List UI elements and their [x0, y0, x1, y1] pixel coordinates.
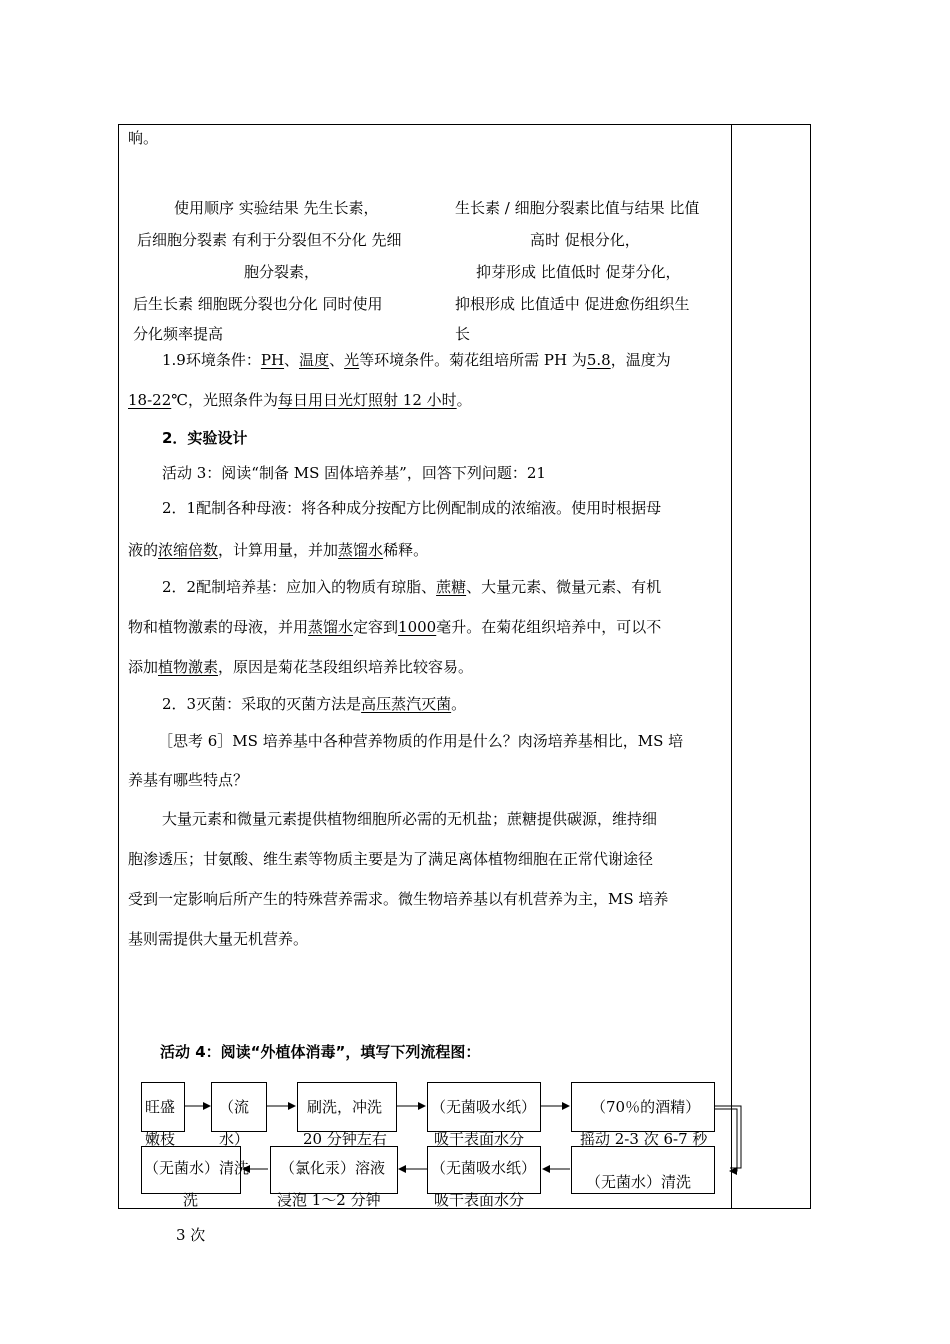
hormone-left-4: 后生长素 细胞既分裂也分化 同时使用	[133, 295, 383, 313]
think6-line-2: 养基有哪些特点？	[128, 771, 249, 789]
s23-line: 2．3灭菌：采取的灭菌方法是高压蒸汽灭菌。	[162, 695, 467, 713]
hormone-left-5: 分化频率提高	[133, 325, 224, 343]
flow-box-8-sub: 浸泡 1～2 分钟	[277, 1191, 381, 1209]
flow-box-5-label: （70％的酒精）	[591, 1098, 701, 1116]
flow-box-2-sub: 水）	[219, 1130, 250, 1148]
hormone-left-2: 后细胞分裂素 有利于分裂但不分化 先细	[137, 231, 402, 249]
flow-box-5-sub: 摇动 2-3 次 6-7 秒	[580, 1130, 708, 1148]
hormone-right-3: 抑芽形成 比值低时 促芽分化，	[476, 263, 681, 281]
hormone-right-5: 长	[455, 325, 471, 343]
activity3-heading: 活动 3：阅读“制备 MS 固体培养基”，回答下列问题：21	[162, 464, 546, 482]
section2-title: 2．实验设计	[162, 429, 248, 447]
hormone-right-1: 生长素 / 细胞分裂素比值与结果 比值	[455, 199, 700, 217]
flow-box-2-label: （流	[219, 1098, 250, 1116]
s21-line-1: 2．1配制各种母液：将各种成分按配方比例配制成的浓缩液。使用时根据母	[162, 499, 662, 517]
flow-box-9-sub: 洗	[183, 1191, 199, 1209]
flow-box-3-sub: 20 分钟左右	[303, 1130, 387, 1148]
answer6-line-3: 受到一定影响后所产生的特殊营养需求。微生物培养基以有机营养为主，MS 培养	[128, 890, 669, 908]
flow-box-3-label: 刷洗，冲洗	[307, 1098, 383, 1116]
flow-box-7-label: （无菌吸水纸）	[431, 1159, 537, 1177]
intro-tail: 响。	[128, 129, 159, 147]
flow-box-9-label: （无菌水）清洗	[144, 1159, 250, 1177]
answer6-line-4: 基则需提供大量无机营养。	[128, 930, 309, 948]
tail-note: 3 次	[176, 1226, 206, 1244]
hormone-left-3: 胞分裂素，	[244, 263, 320, 281]
hormone-left-1: 使用顺序 实验结果 先生长素，	[174, 199, 379, 217]
flow-box-8-label: （氯化汞）溶液	[280, 1159, 386, 1177]
flow-box-1-sub: 嫩枝	[145, 1130, 176, 1148]
answer6-line-1: 大量元素和微量元素提供植物细胞所必需的无机盐；蔗糖提供碳源，维持细	[162, 810, 658, 828]
s22-line-3: 添加植物激素，原因是菊花茎段组织培养比较容易。	[128, 658, 474, 676]
hormone-right-4: 抑根形成 比值适中 促进愈伤组织生	[455, 295, 690, 313]
env-line-1: 1.9环境条件：PH、温度、光等环境条件。菊花组培所需 PH 为5.8，温度为	[162, 351, 671, 369]
flow-box-7-sub: 吸干表面水分	[434, 1191, 525, 1209]
env-line-2: 18-22℃，光照条件为每日用日光灯照射 12 小时。	[128, 391, 472, 409]
answer6-line-2: 胞渗透压；甘氨酸、维生素等物质主要是为了满足离体植物细胞在正常代谢途径	[128, 850, 654, 868]
flow-box-4-sub: 吸干表面水分	[434, 1130, 525, 1148]
s22-line-1: 2．2配制培养基：应加入的物质有琼脂、蔗糖、大量元素、微量元素、有机	[162, 578, 662, 596]
flow-box-1-label: 旺盛	[145, 1098, 176, 1116]
hormone-right-2: 高时 促根分化，	[530, 231, 640, 249]
s22-line-2: 物和植物激素的母液，并用蒸馏水定容到1000毫升。在菊花组织培养中，可以不	[128, 618, 662, 636]
activity4-heading: 活动 4：阅读“外植体消毒”，填写下列流程图：	[160, 1043, 481, 1061]
flow-box-6-label: （无菌水）清洗	[586, 1173, 692, 1191]
s21-line-2: 液的浓缩倍数，计算用量，并加蒸馏水稀释。	[128, 541, 429, 559]
flow-box-4-label: （无菌吸水纸）	[431, 1098, 537, 1116]
think6-line-1: ［思考 6］MS 培养基中各种营养物质的作用是什么？肉汤培养基相比，MS 培	[158, 732, 684, 750]
